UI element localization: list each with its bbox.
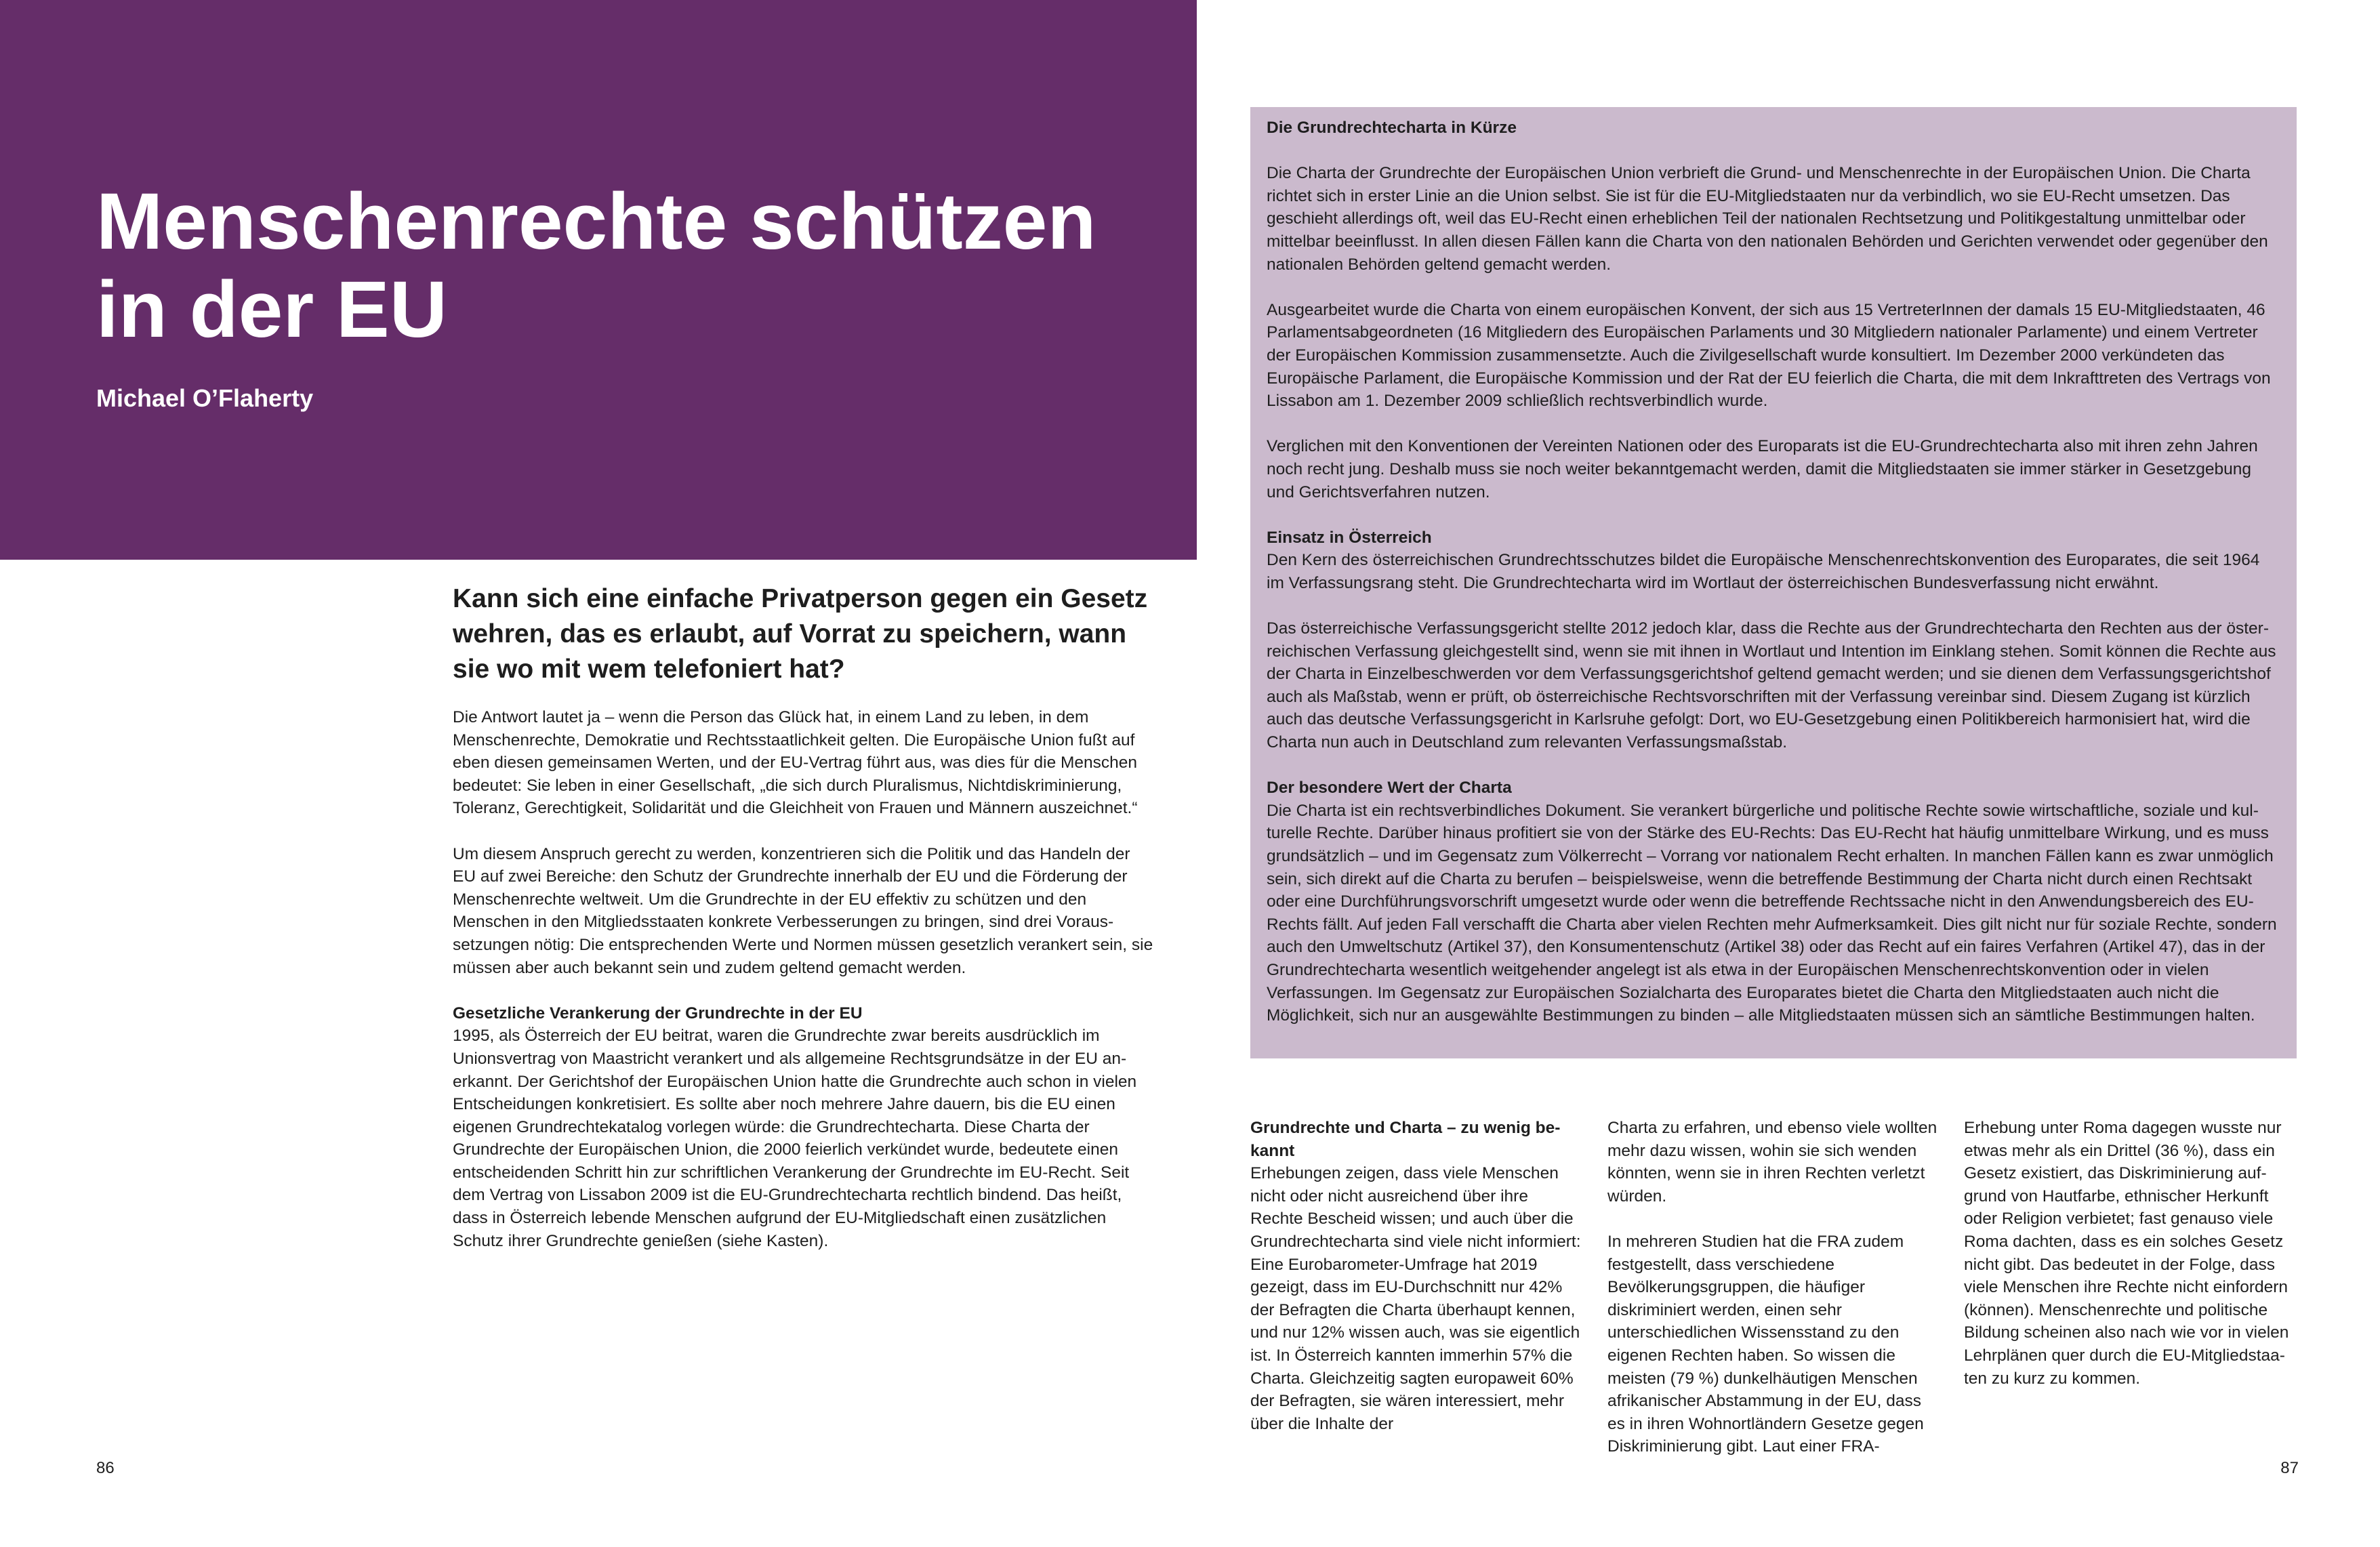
box-paragraph-2: Ausgearbeitet wurde die Charta von einem europäischen Konvent, der sich aus 15 VertreterInnen der damals 15 EU-Mitgliedstaaten, 46 Parlamentsabgeordneten (16 Mitgliedern des Europäischen Parlaments und 30 Mitgliedern nationaler Parlamente) und einem Vertreter der Europäischen Kommission zusammensetzte. Auch die Zivilgesellschaft wurde konsultiert. Im Dezember 2000 verkündeten das Europäische Parlament, die Europäische Kommission und der Rat der EU feierlich die Charta, die mit dem Inkrafttreten des Vertrags von Lissabon am 1. Dezember 2009 schließlich rechtsverbindlich wurde. xyxy=(1267,300,2271,411)
left-section xyxy=(453,1002,1157,1253)
box-heading-value: Der besondere Wert der Charta xyxy=(1267,779,1512,798)
title-line-2: in der EU xyxy=(96,265,447,354)
left-paragraph-1: Die Antwort lautet ja – wenn die Person das Glück hat, in einem Land zu leben, in dem Menschenrechte, Demokratie und Rechtsstaatlichkeit gelten. Die Europäische Union fußt auf eben diesen gemeinsamen Werten, und der EU-Vertrag führt aus, was dies für die Menschen bedeutet: Sie leben in einer Gesellschaft, „die sich durch Pluralismus, Nichtdiskriminierung, Toleranz, Gerechtigkeit, Solidarität und die Gleichheit von Frauen und Männern auszeichnet.“ xyxy=(453,708,1138,818)
right-column-2 xyxy=(1607,1117,1938,1458)
box-paragraph-3: Verglichen mit den Konventionen der Vereinten Nationen oder des Europarats ist die EU-Grundrechtecharta also mit ihren zehn Jahren noch recht jung. Deshalb muss sie noch weiter bekanntgemacht werden, damit die Mitgliedstaaten sie immer stärker in Gesetzgebung und Gerichtsverfahren nutzen. xyxy=(1267,437,2258,501)
left-section-heading: Gesetzliche Verankerung der Grundrechte in der EU xyxy=(453,1004,863,1023)
info-box-text xyxy=(1267,117,2280,1027)
left-body-column xyxy=(453,706,1157,1252)
left-paragraph-2: Um diesem Anspruch gerecht zu werden, konzentrieren sich die Politik und das Handeln der EU auf zwei Bereiche: den Schutz der Grundrechte innerhalb der EU und die Förderung der Menschenrechte weltweit. Um die Grundrechte in der EU effektiv zu schützen und den Menschen in den Mitgliedsstaaten konkrete Verbesserungen zu bringen, sind drei Voraussetzungen nötig: Die entsprechenden Werte und Normen müssen gesetzlich verankert sein, sie müssen aber auch bekannt sein und zudem geltend gemacht werden. xyxy=(453,844,1153,977)
right-column-1 xyxy=(1250,1117,1581,1435)
page-number-right: 87 xyxy=(2280,1459,2299,1477)
box-section-austria xyxy=(1267,527,2280,595)
col1-heading: Grundrechte und Charta – zu wenig bekannt xyxy=(1250,1119,1561,1160)
col2-text-2: In mehreren Studien hat die FRA zudem festgestellt, dass verschiedene Bevölkerungsgruppen, die häufiger diskriminiert werden, einen sehr unterschiedlichen Wissensstand zu den eigenen Rechten haben. So wissen die meisten (79 %) dunkelhäutigen Menschen afrikanischer Abstammung in der EU, dass es in ihren Wohnortländern Gesetze gegen Diskriminierung gibt. Laut einer FRA- xyxy=(1607,1232,1924,1456)
lead-question: Kann sich eine einfache Privatperson gegen ein Gesetz wehren, das es erlaubt, auf Vorrat zu speichern, wann sie wo mit wem telefoniert hat? xyxy=(453,584,1148,684)
col2-text-1: Charta zu erfahren, und ebenso viele wollten mehr dazu wissen, wohin sie sich wenden könnten, wenn sie in ihren Rechten verletzt würden. xyxy=(1607,1119,1937,1205)
info-box-title: Die Grundrechtecharta in Kürze xyxy=(1267,119,1517,137)
right-column-3 xyxy=(1964,1117,2295,1390)
col3-text: Erhebung unter Roma dagegen wusste nur etwas mehr als ein Drittel (36 %), dass ein Gesetz existiert, das Diskriminierung aufgrund von Hautfarbe, ethnischer Herkunft oder Religion verbietet; fast genauso viele Roma dachten, dass es ein solches Gesetz nicht gibt. Das bedeutet in der Folge, dass viele Menschen ihre Rechte nicht einfordern (können). Menschenrechte und politische Bildung scheinen also nach wie vor in vielen Lehrplänen quer durch die EU-Mitgliedstaaten zu kurz zu kommen. xyxy=(1964,1119,2289,1388)
box-section-value xyxy=(1267,777,2280,1027)
box-paragraph-1: Die Charta der Grundrechte der Europäischen Union verbrieft die Grund- und Menschenrechte in der Europäischen Union. Die Charta richtet sich in erster Linie an die Union selbst. Sie ist für die EU-Mitgliedstaaten nur da verbindlich, wo sie EU-Recht umsetzen. Das geschieht allerdings oft, weil das EU-Recht einen erheblichen Teil der nationalen Rechtsetzung und Politikgestaltung unmittelbar oder mittelbar beeinflusst. In allen diesen Fällen kann die Charta von den nationalen Behörden und Gerichten verwendet oder gegenüber den nationalen Behörden geltend gemacht werden. xyxy=(1267,164,2268,274)
info-box-title-block xyxy=(1267,117,2280,140)
box-paragraph-4: Den Kern des österreichischen Grundrechtsschutzes bildet die Europäische Menschenrechtskonvention des Europarates, die seit 1964 im Verfassungsrang steht. Die Grundrechtecharta wird im Wortlaut der österreichischen Bundesverfassung nicht erwähnt. xyxy=(1267,551,2260,592)
box-paragraph-6: Die Charta ist ein rechtsverbindliches Dokument. Sie verankert bürgerliche und politische Rechte sowie wirtschaftliche, soziale und kulturelle Rechte. Darüber hinaus profitiert sie von der Stärke des EU-Rechts: Das EU-Recht hat häufig unmittelbare Wirkung, und es muss grundsätzlich – und im Gegensatz zum Völkerrecht – Vorrang vor nationalem Recht erhalten. In manchen Fällen kann es zwar unmöglich sein, sich direkt auf die Charta zu berufen – beispielsweise, wenn die betreffende Bestimmung der Charta nicht durch einen Rechtsakt oder eine Durchführungsvorschrift umgesetzt wurde oder wenn die betreffende Rechtssache nicht in den Anwendungsbereich des EU-Rechts fällt. Auf jeden Fall verschafft die Charta aber vielen Rechten mehr Aufmerksamkeit. Dies gilt nicht nur für soziale Rechte, sondern auch den Umweltschutz (Artikel 37), den Konsumentenschutz (Artikel 38) oder das Recht auf ein faires Verfahren (Artikel 47), das in der Grundrechtecharta wesentlich weitgehender angelegt ist als etwa in der Europäischen Menschenrechtskonvention oder in vielen Verfassungen. Im Gegensatz zur Europäischen Sozialcharta des Europarates bietet die Charta den Mitgliedstaaten auch nicht die Möglichkeit, sich nur an ausgewählte Bestimmungen zu binden – alle Mitgliedstaaten müssen sich an sämtliche Bestimmungen halten. xyxy=(1267,801,2277,1025)
col1-text: Erhebungen zeigen, dass viele Menschen nicht oder nicht ausreichend über ihre Rechte Bescheid wissen; und auch über die Grundrechtecharta sind viele nicht informiert: Eine Eurobarometer-Umfrage hat 2019 gezeigt, dass im EU-Durchschnitt nur 42% der Befragten die Charta überhaupt kennen, und nur 12% wissen auch, was sie eigentlich ist. In Österreich kannten immerhin 57% die Charta. Gleichzeitig sagten europaweit 60% der Befragten, sie wären interessiert, mehr über die Inhalte der xyxy=(1250,1164,1581,1433)
author-name: Michael O’Flaherty xyxy=(96,384,314,412)
box-heading-austria: Einsatz in Österreich xyxy=(1267,528,1432,547)
col1-block xyxy=(1250,1117,1581,1435)
title-line-1: Menschenrechte schützen xyxy=(96,177,1096,266)
box-paragraph-5: Das österreichische Verfassungsgericht stellte 2012 jedoch klar, dass die Rechte aus der Grundrechtecharta den Rechten aus der österreichischen Verfassung gleichgestellt sind, wenn sie mit ihnen in Wortlaut und Intention im Einklang stehen. Somit können die Rechte aus der Charta in Einzelbeschwerden vor dem Verfassungsgerichtshof geltend gemacht werden; und sie dienen dem Verfassungsgerichtshof auch als Maßstab, wenn er prüft, ob österreichische Rechtsvorschriften mit der Verfassung vereinbar sind. Diesem Zugang ist kürzlich auch das deutsche Verfassungsgericht in Karlsruhe gefolgt: Dort, wo EU-Gesetzgebung einen Politikbereich harmonisiert hat, wird die Charta nun auch in Deutschland zum relevanten Verfassungsmaßstab. xyxy=(1267,619,2276,752)
left-paragraph-3: 1995, als Österreich der EU beitrat, waren die Grundrechte zwar bereits ausdrücklich im Unionsvertrag von Maastricht verankert und als allgemeine Rechtsgrundsätze in der EU anerkannt. Der Gerichtshof der Europäischen Union hatte die Grundrechte auch schon in vielen Entscheidungen konkretisiert. Es sollte aber noch mehrere Jahre dauern, bis die EU einen eigenen Grundrechtekatalog vorlegen würde: die Grundrechtecharta. Diese Charta der Grundrechte der Europäischen Union, die 2000 feierlich verkündet wurde, bedeutete einen entscheidenden Schritt hin zur schriftlichen Verankerung der Grundrechte im EU-Recht. Seit dem Vertrag von Lissabon 2009 ist die EU-Grundrechtecharta rechtlich bindend. Das heißt, dass in Österreich lebende Menschen aufgrund der EU-Mitgliedschaft einen zusätzlichen Schutz ihrer Grundrechte genießen (siehe Kasten). xyxy=(453,1027,1137,1250)
page-number-left: 86 xyxy=(96,1459,115,1477)
article-title xyxy=(96,178,1153,354)
